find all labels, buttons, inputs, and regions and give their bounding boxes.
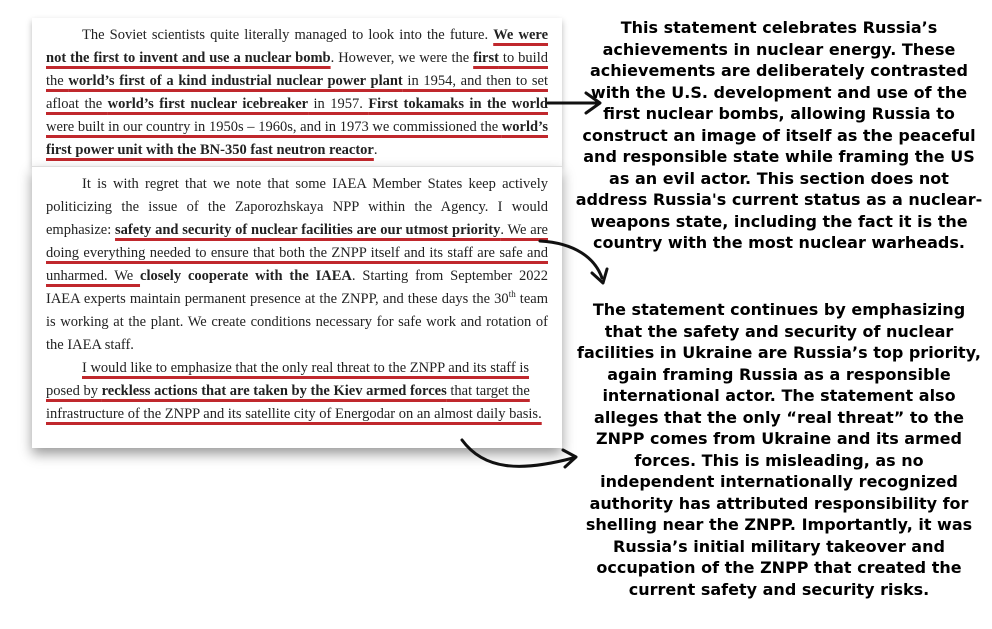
annotation-nuclear-achievements: This statement celebrates Russia’s achievements in nuclear energy. These achievements are deliberately contrasted with the U.S. development and use of the first nuclear bombs, allowing Russia to construct an image of itself as the peaceful and responsible state while framing the US as an evil actor. This section does not address Russia's current status as a nuclear-weapons state, including the fact it is the country with the most nuclear warheads. bbox=[575, 18, 983, 252]
excerpt-paragraph-2 bbox=[46, 173, 548, 357]
annotation-safety-claims: The statement continues by emphasizing that the safety and security of nuclear facilities in Ukraine are Russia’s top priority, again framing Russia as a responsible international actor. The statement also alleges that the only “real threat” to the ZNPP comes from Ukraine and its armed forces. This is misleading, as no independent internationally recognized authority has attributed responsibility for shelling near the ZNPP. Importantly, it was Russia’s initial military takeover and occupation of the ZNPP that created the current safety and security risks. bbox=[577, 300, 981, 599]
text-run: . However, we were the bbox=[330, 50, 474, 66]
excerpt-paragraph-3 bbox=[46, 357, 548, 426]
highlighted-phrase: first bbox=[473, 50, 499, 66]
text-run: It is with regret that we note that some IAEA Member States keep actively politicizing the issue of the Zaporozhskaya NPP within the Agency. I would emphasize: bbox=[46, 176, 548, 238]
underlined-text-run: to build the bbox=[46, 50, 548, 89]
underlined-text-run: that target the infrastructure of the ZNPP and its satellite city of Energodar on an almost daily basis. bbox=[46, 383, 542, 422]
statement-excerpt-bottom bbox=[32, 166, 562, 448]
text-run: . bbox=[373, 142, 378, 158]
highlighted-phrase: safety and security of nuclear facilities are our utmost priority bbox=[115, 222, 501, 238]
excerpt-paragraph-1 bbox=[46, 24, 548, 162]
highlighted-phrase: First tokamaks in the world bbox=[368, 96, 548, 112]
highlighted-phrase: world’s first power unit with the BN-350 fast neutron reactor bbox=[46, 119, 548, 158]
text-run: . Starting from September 2022 IAEA experts maintain permanent presence at the ZNPP, and these days the 30 bbox=[46, 268, 548, 307]
text-run: The Soviet scientists quite literally managed to look into the future. bbox=[82, 27, 494, 43]
underlined-text-run: were built in our country in 1950s – 1960s, and in 1973 we commissioned the bbox=[46, 119, 502, 135]
underlined-text-run: . We are doing everything needed to ensure that both the ZNPP itself and its staff are safe and unharmed. We bbox=[46, 222, 548, 284]
underlined-text-run: I would like to emphasize that the only real threat to the ZNPP and its staff is posed by bbox=[46, 360, 529, 399]
underlined-text-run: in 1957. bbox=[308, 96, 369, 112]
text-run: team is working at the plant. We create conditions necessary for safe work and rotation of the IAEA staff. bbox=[46, 291, 548, 353]
ordinal-superscript: th bbox=[508, 289, 516, 300]
highlighted-phrase: world’s first nuclear icebreaker bbox=[107, 96, 309, 112]
underlined-text-run: in 1954, and then to set afloat the bbox=[46, 73, 548, 112]
highlighted-phrase: world’s first of a kind industrial nuclear power plant bbox=[68, 73, 403, 89]
highlighted-phrase: We were not the first to invent and use a nuclear bomb bbox=[46, 27, 549, 66]
statement-excerpt-top bbox=[32, 18, 562, 166]
highlighted-phrase: reckless actions that are taken by the Kiev armed forces bbox=[101, 383, 447, 399]
bold-phrase: closely cooperate with the IAEA bbox=[140, 268, 352, 284]
